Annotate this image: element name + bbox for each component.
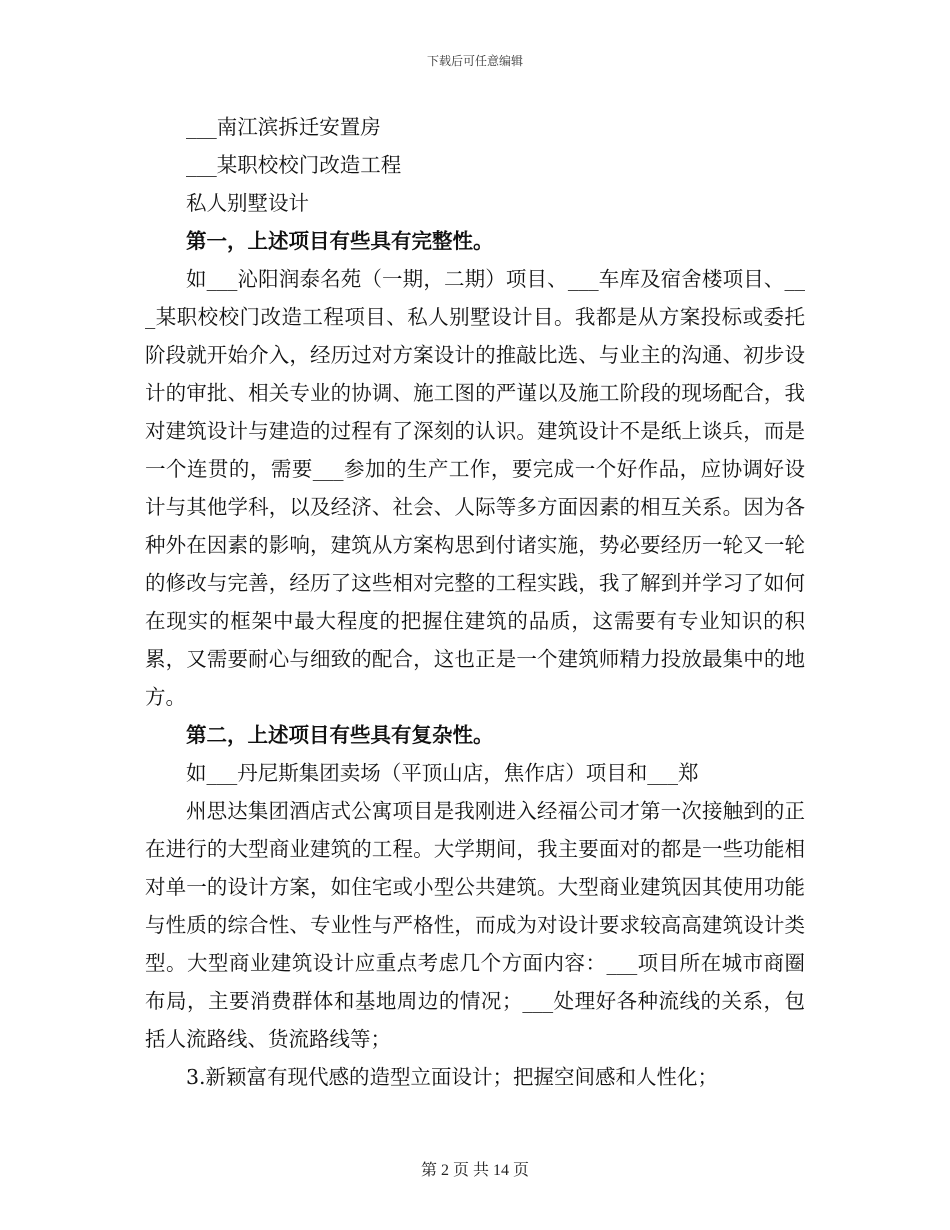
page-footer: 第 2 页 共 14 页: [420, 1162, 529, 1179]
project-line-1: ___南江滨拆迁安置房: [186, 115, 381, 139]
paragraph-3: 3.新颖富有现代感的造型立面设计；把握空间感和人性化；: [186, 1065, 719, 1089]
document-body: [145, 108, 805, 1096]
paragraph-1: 如___沁阳润泰名苑（一期，二期）项目、___车库及宿舍楼项目、___某职校校门改造工程项目、私人别墅设计目。我都是从方案投标或委托阶段就开始介入，经历过对方案设计的推敲比选、与业主的沟通、初步设计的审批、相关专业的协调、施工图的严谨以及施工阶段的现场配合，我对建筑设计与建造的过程有了深刻的认识。建筑设计不是纸上谈兵，而是一个连贯的，需要___参加的生产工作，要完成一个好作品，应协调好设计与其他学科，以及经济、社会、人际等多方面因素的相互关系。因为各种外在因素的影响，建筑从方案构思到付诸实施，势必要经历一轮又一轮的修改与完善，经历了这些相对完整的工程实践，我了解到并学习了如何在现实的框架中最大程度的把握住建筑的品质，这需要有专业知识的积累，又需要耐心与细致的配合，这也正是一个建筑师精力投放最集中的地方。: [145, 267, 805, 709]
paragraph-2-body: 州思达集团酒店式公寓项目是我刚进入经福公司才第一次接触到的正在进行的大型商业建筑的工程。大学期间，我主要面对的都是一些功能相对单一的设计方案，如住宅或小型公共建筑。大型商业建筑因其使用功能与性质的综合性、专业性与严格性，而成为对设计要求较高高建筑设计类型。大型商业建筑设计应重点考虑几个方面内容：___项目所在城市商圈布局，主要消费群体和基地周边的情况；___处理好各种流线的关系，包括人流路线、货流路线等；: [145, 799, 805, 1051]
project-line-2: ___某职校校门改造工程: [186, 153, 402, 177]
section-heading-1: 第一，上述项目有些具有完整性。: [186, 229, 494, 253]
page-header: 下载后可任意编辑: [426, 54, 523, 68]
paragraph-2-intro: 如___丹尼斯集团卖场（平顶山店，焦作店）项目和___郑: [186, 761, 699, 785]
project-line-3: 私人别墅设计: [186, 191, 309, 215]
section-heading-2: 第二，上述项目有些具有复杂性。: [186, 723, 494, 747]
